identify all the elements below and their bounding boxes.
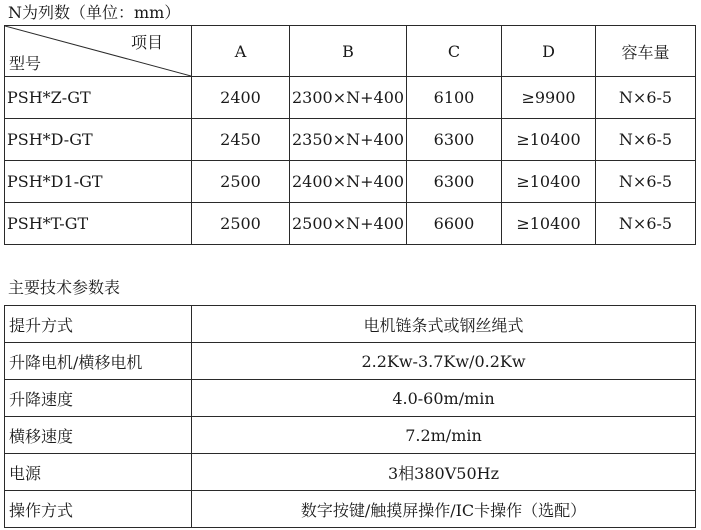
b-cell: 2350×N+400 [290, 119, 407, 161]
parameter-label: 横移速度 [5, 417, 192, 454]
parameter-value: 4.0-60m/min [192, 380, 696, 417]
table1-caption: N为列数（单位：mm） [8, 3, 181, 22]
parameter-label: 升降速度 [5, 380, 192, 417]
parameter-value: 数字按键/触摸屏操作/IC卡操作（选配） [192, 491, 696, 528]
parameter-value: 7.2m/min [192, 417, 696, 454]
column-header-capacity: 容车量 [596, 26, 696, 77]
d-cell: ≥10400 [502, 203, 596, 245]
parameter-label: 提升方式 [5, 306, 192, 343]
column-header-a: A [192, 26, 290, 77]
table-row [5, 306, 696, 343]
b-cell: 2300×N+400 [290, 77, 407, 119]
parameter-value: 2.2Kw-3.7Kw/0.2Kw [192, 343, 696, 380]
corner-model-label: 型号 [9, 54, 42, 73]
table-row [5, 77, 696, 119]
dimensions-table [4, 25, 696, 245]
b-cell: 2400×N+400 [290, 161, 407, 203]
model-cell: PSH*D1-GT [5, 161, 192, 203]
corner-header-cell [5, 26, 192, 77]
capacity-cell: N×6-5 [596, 119, 696, 161]
table-row [5, 417, 696, 454]
parameter-label: 升降电机/横移电机 [5, 343, 192, 380]
a-cell: 2500 [192, 161, 290, 203]
table-row [5, 491, 696, 528]
table-row [5, 203, 696, 245]
d-cell: ≥9900 [502, 77, 596, 119]
corner-item-label: 项目 [130, 33, 163, 52]
table-row [5, 343, 696, 380]
capacity-cell: N×6-5 [596, 203, 696, 245]
c-cell: 6300 [407, 161, 502, 203]
parameter-label: 操作方式 [5, 491, 192, 528]
model-cell: PSH*T-GT [5, 203, 192, 245]
c-cell: 6300 [407, 119, 502, 161]
d-cell: ≥10400 [502, 119, 596, 161]
capacity-cell: N×6-5 [596, 77, 696, 119]
header-row [5, 26, 696, 77]
table-row [5, 454, 696, 491]
table2-caption: 主要技术参数表 [8, 278, 121, 297]
a-cell: 2400 [192, 77, 290, 119]
c-cell: 6600 [407, 203, 502, 245]
model-cell: PSH*D-GT [5, 119, 192, 161]
parameter-value: 3相380V50Hz [192, 454, 696, 491]
capacity-cell: N×6-5 [596, 161, 696, 203]
a-cell: 2450 [192, 119, 290, 161]
table-row [5, 161, 696, 203]
column-header-c: C [407, 26, 502, 77]
d-cell: ≥10400 [502, 161, 596, 203]
model-cell: PSH*Z-GT [5, 77, 192, 119]
table-row [5, 119, 696, 161]
b-cell: 2500×N+400 [290, 203, 407, 245]
parameter-label: 电源 [5, 454, 192, 491]
a-cell: 2500 [192, 203, 290, 245]
parameter-value: 电机链条式或钢丝绳式 [192, 306, 696, 343]
technical-parameters-table [4, 305, 696, 528]
c-cell: 6100 [407, 77, 502, 119]
column-header-b: B [290, 26, 407, 77]
table-row [5, 380, 696, 417]
column-header-d: D [502, 26, 596, 77]
